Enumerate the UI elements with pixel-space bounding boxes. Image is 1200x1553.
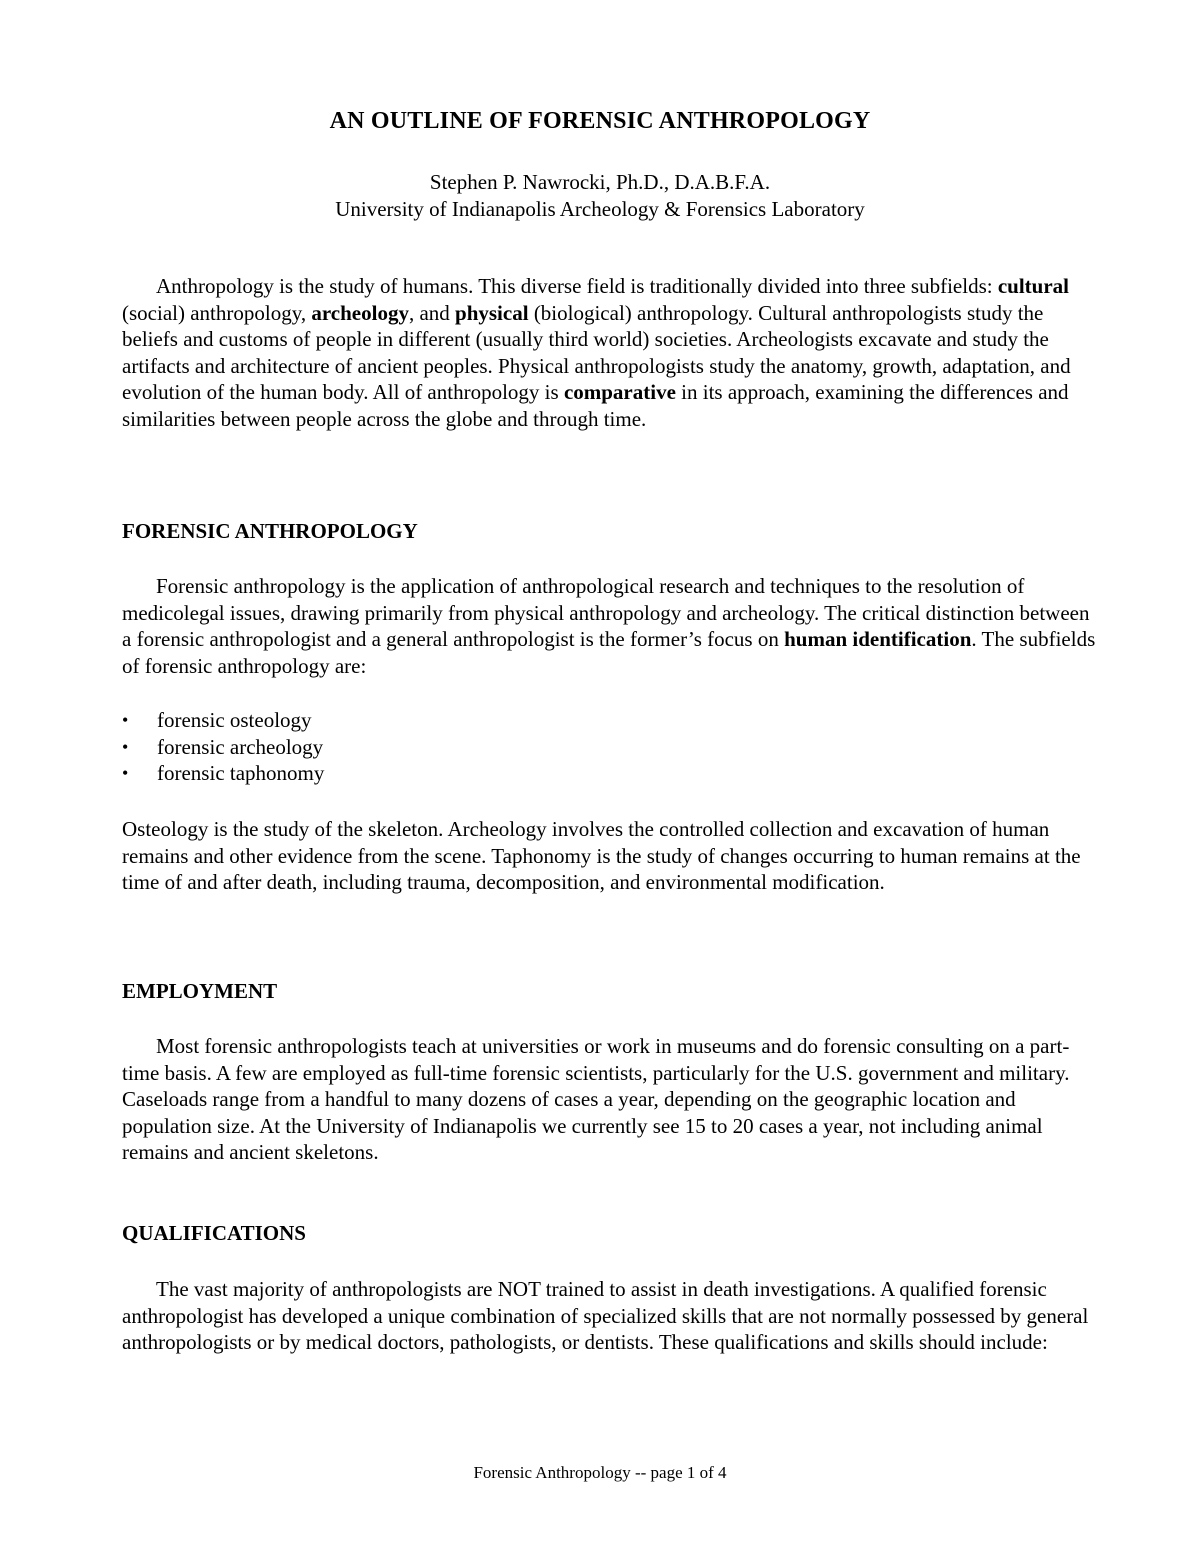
list-item — [122, 760, 324, 787]
heading-qualifications: QUALIFICATIONS — [122, 1221, 306, 1245]
intro-text-1: Anthropology is the study of humans. This diverse field is traditionally divided into three subfields: — [156, 274, 998, 298]
list-item — [122, 734, 324, 761]
term-human-identification: human identification — [784, 627, 972, 652]
forensic-text-1: Forensic anthropology is the application of anthropological research and techniques to the resolution of medicolegal issues, drawing primarily from physical anthropology and archeology. The critical distinction between a forensic anthropologist and a general anthropologist is the former’s focus on — [122, 574, 1090, 652]
document-title: AN OUTLINE OF FORENSIC ANTHROPOLOGY — [329, 108, 871, 134]
heading-employment: EMPLOYMENT — [122, 979, 278, 1003]
qualifications-paragraph: The vast majority of anthropologists are NOT trained to assist in death investigations. A qualified forensic anthropologist has developed a unique combination of specialized skills that are not normally possessed by general anthropologists or by medical doctors, pathologists, or dentists. These qualifications and skills should include: — [122, 1277, 1089, 1355]
forensic-paragraph — [122, 573, 1097, 679]
term-physical: physical — [455, 300, 529, 325]
heading-forensic-anthropology: FORENSIC ANTHROPOLOGY — [122, 519, 418, 543]
author-line: Stephen P. Nawrocki, Ph.D., D.A.B.F.A. — [429, 170, 771, 194]
term-cultural: cultural — [997, 274, 1070, 298]
intro-text-4: (biological) anthropology. Cultural anthropologists study the beliefs and customs of people in different (usually third world) societies. Archeologists excavate and study the artifacts and architecture of ancient peoples. Physical anthropologists study the anatomy, growth, adaptation, and evolution of the human body. All of anthropology is — [122, 300, 1071, 405]
employment-paragraph: Most forensic anthropologists teach at universities or work in museums and do forensic consulting on a part-time basis. A few are employed as full-time forensic scientists, particularly for the U.S. government and military. Caseloads range from a handful to many dozens of cases a year, depending on the geographic location and population size. At the University of Indianapolis we currently see 15 to 20 cases a year, not including animal remains and ancient skeletons. — [122, 1034, 1070, 1165]
intro-text-2: (social) anthropology, — [122, 300, 312, 325]
subfields-definition-paragraph: Osteology is the study of the skeleton. Archeology involves the controlled collection and excavation of human remains and other evidence from the scene. Taphonomy is the study of changes occurring to human remains at the time of and after death, including trauma, decomposition, and environmental modification. — [122, 817, 1081, 895]
list-item-label: forensic archeology — [157, 734, 324, 759]
list-item-label: forensic osteology — [157, 708, 312, 732]
bullet-marker: • — [122, 710, 129, 730]
term-archeology: archeology — [311, 300, 409, 325]
bullet-marker: • — [122, 736, 129, 757]
list-item-label: forensic taphonomy — [157, 761, 325, 786]
page-footer: Forensic Anthropology -- page 1 of 4 — [473, 1463, 727, 1482]
affiliation-line: University of Indianapolis Archeology & Forensics Laboratory — [335, 197, 865, 221]
list-item — [122, 707, 324, 734]
forensic-text-2: . The subfields of forensic anthropology are: — [122, 627, 1096, 678]
intro-text-3: , and — [408, 300, 456, 325]
term-comparative: comparative — [563, 380, 676, 405]
bullet-marker: • — [122, 763, 129, 784]
subfields-list — [122, 707, 324, 787]
intro-text-5: in its approach, examining the differences and similarities between people across the globe and through time. — [122, 380, 1069, 431]
intro-paragraph — [122, 273, 1097, 433]
